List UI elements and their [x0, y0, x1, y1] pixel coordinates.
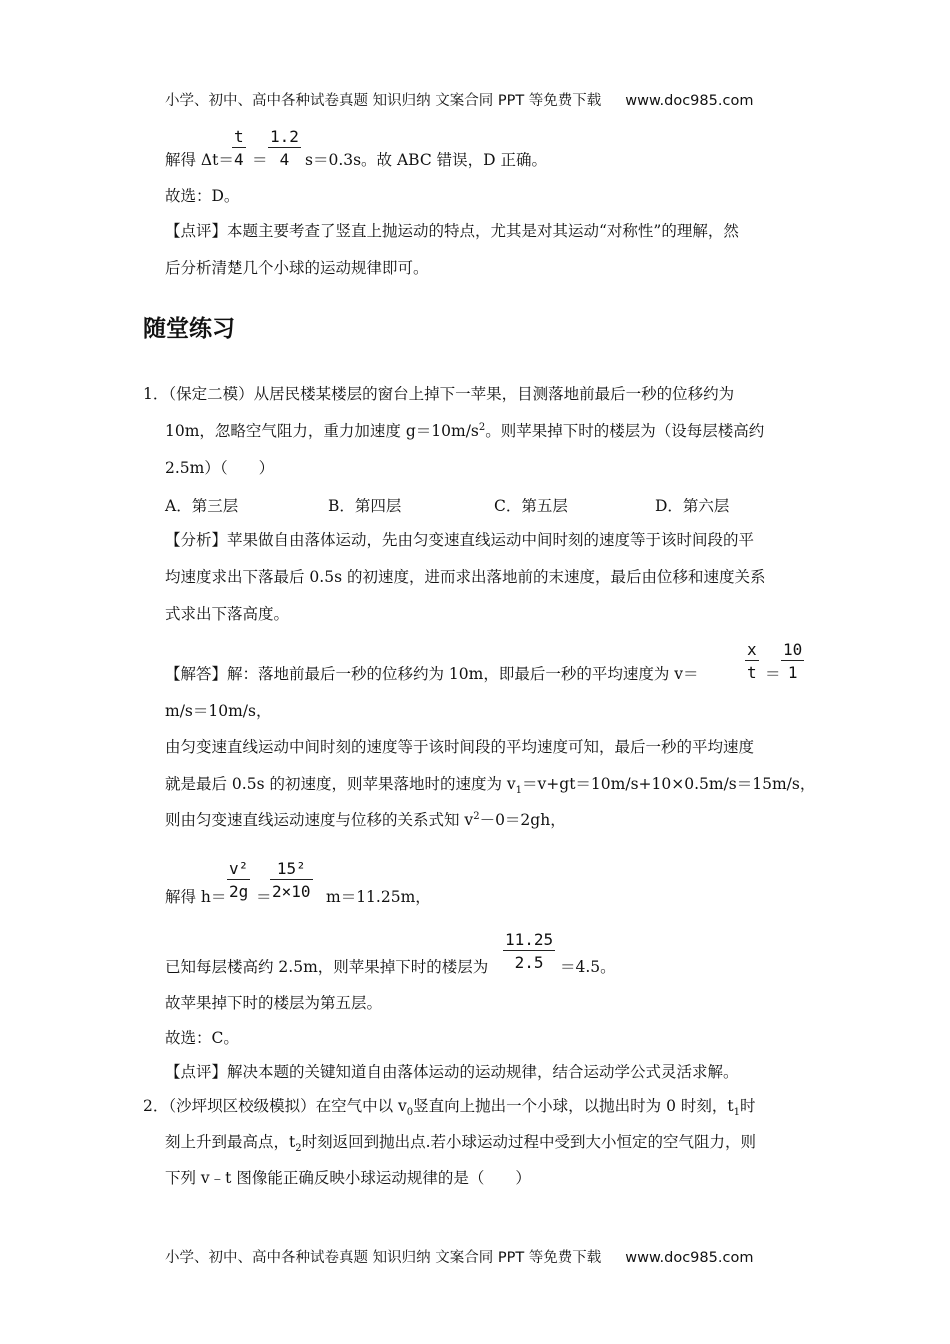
- q1-fraction-10-over-1: [781, 640, 804, 682]
- prev-comment-line2: 后分析清楚几个小球的运动规律即可。: [165, 259, 429, 277]
- q1-fraction-x-over-t: [745, 640, 759, 682]
- q1-answer-line3: 由匀变速直线运动中间时刻的速度等于该时间段的平均速度可知，最后一秒的平均速度: [165, 738, 755, 756]
- q2-line1b: 竖直向上抛出一个小球，以抛出时为 0 时刻，t: [413, 1097, 734, 1115]
- q2-line1: [143, 1096, 756, 1119]
- q1-h-prefix: 解得 h＝: [165, 888, 227, 906]
- fraction-numerator: v²: [229, 859, 249, 878]
- section-title: 随堂练习: [143, 316, 235, 342]
- q1-floor-suffix: ＝4.5。: [560, 958, 616, 976]
- fraction-numerator: t: [234, 127, 244, 146]
- page-header: [165, 89, 753, 110]
- fraction-numerator: x: [747, 640, 757, 659]
- q1-comment: 【点评】解决本题的关键知道自由落体运动的运动规律，结合运动学公式灵活求解。: [165, 1063, 739, 1081]
- page-footer: [165, 1246, 753, 1267]
- fraction-denominator: 4: [279, 150, 290, 169]
- q1-fraction-11.25-over-2.5: [503, 930, 555, 972]
- prev-solve-suffix: s＝0.3s。故 ABC 错误，D 正确。: [305, 151, 547, 169]
- q2-line2a: 刻上升到最高点，t: [165, 1133, 296, 1151]
- q1-line2b: 。则苹果掉下时的楼层为（设每层楼高约: [485, 422, 765, 440]
- q1-analysis-line3: 式求出下落高度。: [165, 605, 290, 623]
- q1-h-suffix: m＝11.25m，: [326, 888, 431, 906]
- q1-analysis-line1: 【分析】苹果做自由落体运动，先由匀变速直线运动中间时刻的速度等于该时间段的平: [165, 531, 755, 549]
- q1-h-eq: ＝: [256, 888, 272, 906]
- q1-line1: 1．（保定二模）从居民楼某楼层的窗台上掉下一苹果，目测落地前最后一秒的位移约为: [143, 385, 735, 403]
- q1-option-c[interactable]: C．第五层: [494, 497, 568, 515]
- q2-line1c: 时: [740, 1097, 756, 1115]
- fraction-denominator: 2.5: [514, 953, 544, 972]
- q1-conclusion: 故苹果掉下时的楼层为第五层。: [165, 994, 383, 1012]
- fraction-numerator: 15²: [270, 859, 313, 880]
- fraction-numerator: 10: [783, 640, 803, 659]
- q1-line2a: 10m，忽略空气阻力，重力加速度 g＝10m/s: [165, 422, 479, 440]
- q2-line3: 下列 v﹣t 图像能正确反映小球运动规律的是（ ）: [165, 1169, 531, 1187]
- q1-option-a[interactable]: A．第三层: [165, 497, 239, 515]
- q2-line2b: 时刻返回到抛出点.若小球运动过程中受到大小恒定的空气阻力，则: [301, 1133, 757, 1151]
- q1-answer-line4a: 就是最后 0.5s 的初速度，则苹果落地时的速度为 v: [165, 775, 516, 793]
- q1-option-b[interactable]: B．第四层: [328, 497, 402, 515]
- fraction-denominator: 2×10: [272, 882, 311, 901]
- fraction-numerator: 11.25: [505, 930, 554, 949]
- fraction-denominator: t: [747, 663, 757, 682]
- q1-answer-line5b: －0＝2gh，: [479, 811, 566, 829]
- q1-answer-line4b: ＝v+gt＝10m/s+10×0.5m/s＝15m/s，: [522, 775, 816, 793]
- footer-url[interactable]: www.doc985.com: [625, 1250, 754, 1266]
- prev-choice: 故选：D。: [165, 187, 240, 205]
- q2-line1-sub0: 0: [406, 1107, 414, 1119]
- q2-line1-sub1: 1: [733, 1107, 740, 1119]
- q1-answer-line5: [165, 810, 566, 830]
- prev-eq: ＝: [252, 151, 268, 169]
- q1-answer-line4: [165, 774, 816, 797]
- q2-line2: [165, 1132, 757, 1155]
- q1-line3: 2.5m）（ ）: [165, 459, 275, 477]
- q2-line2-sub2: 2: [295, 1143, 302, 1155]
- q1-answer-line1: 【解答】解：落地前最后一秒的位移约为 10m，即最后一秒的平均速度为 v＝: [165, 665, 699, 683]
- fraction-numerator: 1.2: [270, 127, 299, 146]
- q1-answer-eq: ＝: [765, 665, 781, 683]
- fraction-denominator: 2g: [229, 882, 249, 901]
- prev-fraction-1.2-over-4: [268, 127, 301, 169]
- q1-answer-line5-sup: 2: [473, 810, 480, 822]
- prev-comment-line1: 【点评】本题主要考查了竖直上抛运动的特点，尤其是对其运动“对称性”的理解，然: [165, 222, 739, 240]
- q1-choice: 故选：C。: [165, 1029, 239, 1047]
- header-url[interactable]: www.doc985.com: [625, 93, 754, 109]
- q1-line2: [165, 421, 764, 441]
- q1-answer-line5a: 则由匀变速直线运动速度与位移的关系式知 v: [165, 811, 474, 829]
- q1-fraction-v2-over-2g: [227, 859, 250, 901]
- prev-fraction-t-over-4: [232, 127, 246, 169]
- q1-option-d[interactable]: D．第六层: [655, 497, 730, 515]
- q1-floor-prefix: 已知每层楼高约 2.5m，则苹果掉下时的楼层为: [165, 958, 489, 976]
- prev-solve-prefix: 解得 Δt＝: [165, 151, 234, 169]
- fraction-denominator: 1: [787, 663, 798, 682]
- header-text: 小学、初中、高中各种试卷真题 知识归纳 文案合同 PPT 等免费下载: [165, 93, 602, 109]
- q1-answer-line2: m/s＝10m/s，: [165, 702, 272, 720]
- q1-analysis-line2: 均速度求出下落最后 0.5s 的初速度，进而求出落地前的末速度，最后由位移和速度关系: [165, 568, 766, 586]
- q2-line1a: 2．（沙坪坝区校级模拟）在空气中以 v: [143, 1097, 407, 1115]
- fraction-denominator: 4: [234, 150, 244, 169]
- q1-answer-line4-sub: 1: [515, 785, 523, 797]
- footer-text: 小学、初中、高中各种试卷真题 知识归纳 文案合同 PPT 等免费下载: [165, 1250, 602, 1266]
- q1-line2-sup: 2: [478, 421, 486, 433]
- q1-fraction-15sq-over-2x10: [270, 859, 313, 901]
